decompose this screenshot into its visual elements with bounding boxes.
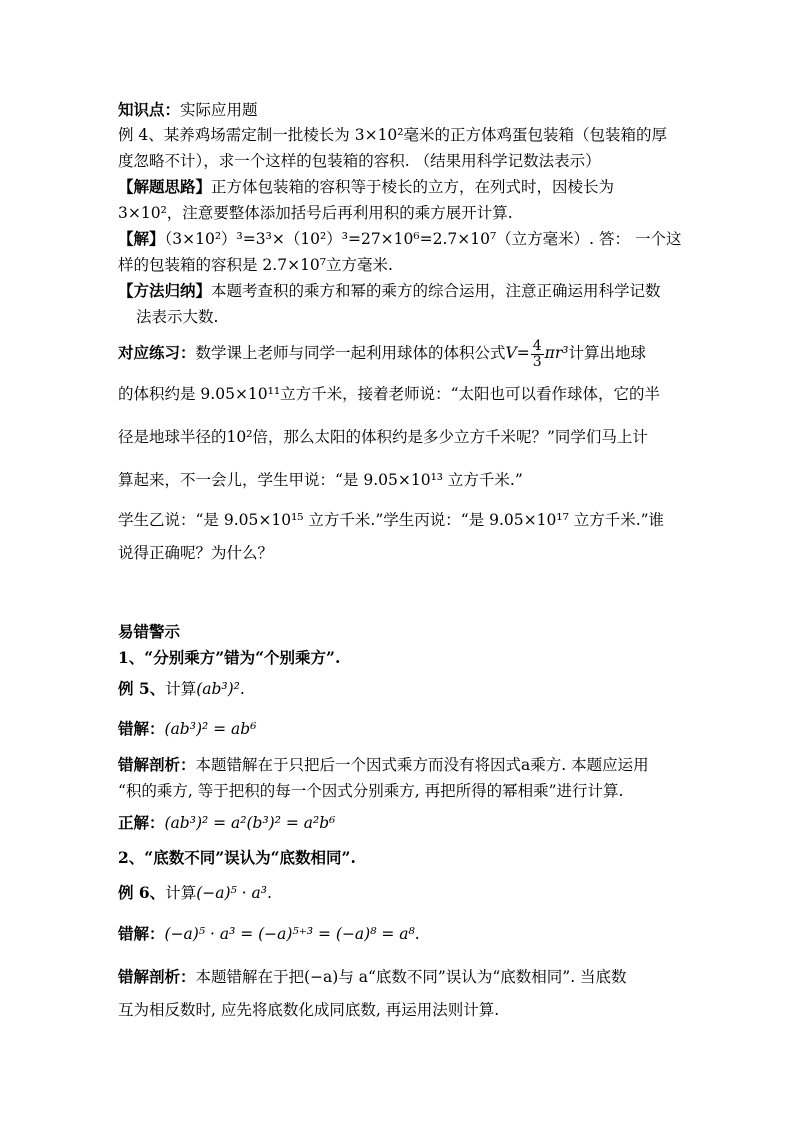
method-text: 本题考查积的乘方和幂的乘方的综合运用，注意正确运用科学记数 xyxy=(211,282,661,300)
idea-text: 正方体包装箱的容积等于棱长的立方，在列式时，因棱长为 xyxy=(211,178,615,196)
example6-line: 例 6、计算(−a)⁵ · a³. xyxy=(118,883,272,902)
analysis6-line1 xyxy=(118,967,627,987)
analysis5-line2: “积的乘方, 等于把积的每一个因式分别乘方, 再把所得的幂相乘”进行计算. xyxy=(118,782,624,800)
practice-text-b: 计算出地球 xyxy=(568,344,646,362)
wrong5-label: 错解： xyxy=(118,719,165,738)
example4-line1: 例 4、某养鸡场需定制一批棱长为 3×10²毫米的正方体鸡蛋包装箱（包装箱的厚 xyxy=(118,126,668,144)
correct5-line xyxy=(118,813,335,833)
practice-line5: 学生乙说：“是 9.05×10¹⁵ 立方千米.”学生丙说：“是 9.05×10¹⁷ 立方千米.”谁 xyxy=(118,511,665,529)
solution-label: 【解】 xyxy=(118,229,165,248)
wrong6-expression: (−a)⁵ · a³ = (−a)⁵⁺³ = (−a)⁸ = a⁸ xyxy=(164,925,415,943)
solution-line1 xyxy=(118,229,681,249)
method-label: 【方法归纳】 xyxy=(118,281,212,300)
solution-text: （3×10²）³=3³×（10²）³=27×10⁶=2.7×10⁷（立方毫米）. 答： 一个这 xyxy=(164,230,682,248)
practice-line4: 算起来，不一会儿，学生甲说：“是 9.05×10¹³ 立方千米.” xyxy=(118,471,523,489)
idea-line1 xyxy=(118,177,614,197)
analysis6-line2: 互为相反数时, 应先将底数化成同底数, 再运用法则计算. xyxy=(118,1001,500,1019)
formula-eq: = xyxy=(516,344,530,362)
example5-text: 计算 xyxy=(165,680,197,698)
example5-line: 例 5、计算(ab³)². xyxy=(118,679,245,698)
knowledge-point-line xyxy=(118,100,258,120)
example4-line2: 度忽略不计），求一个这样的包装箱的容积. （结果用科学记数法表示） xyxy=(118,152,601,170)
method-line2: 法表示大数. xyxy=(136,308,219,326)
error-heading-2: 2、“底数不同”误认为“底数相同”. xyxy=(118,848,356,867)
wrong5-line xyxy=(118,719,256,739)
method-line1 xyxy=(118,281,661,301)
analysis6-label: 错解剖析： xyxy=(118,967,196,986)
error-heading-1: 1、“分别乘方”错为“个别乘方”. xyxy=(118,648,341,667)
formula-denominator: 3 xyxy=(532,353,542,370)
formula-numerator: 4 xyxy=(532,337,542,354)
wrong6-line: 错解：(−a)⁵ · a³ = (−a)⁵⁺³ = (−a)⁸ = a⁸. xyxy=(118,924,420,943)
wrong5-expression: (ab³)² = ab⁶ xyxy=(164,720,257,738)
knowledge-text: 实际应用题 xyxy=(180,101,258,119)
example6-expression: (−a)⁵ · a³ xyxy=(196,884,267,902)
practice-line2: 的体积约是 9.05×10¹¹立方千米，接着老师说：“太阳也可以看作球体，它的半 xyxy=(118,385,661,403)
practice-line1 xyxy=(118,338,646,370)
analysis5-line1 xyxy=(118,755,649,775)
formula-fraction xyxy=(531,339,544,370)
solution-line2: 样的包装箱的容积是 2.7×10⁷立方毫米. xyxy=(118,256,393,274)
formula-rest: πr³ xyxy=(544,344,569,362)
practice-label: 对应练习： xyxy=(118,343,196,362)
analysis5-label: 错解剖析： xyxy=(118,755,196,774)
idea-label: 【解题思路】 xyxy=(118,177,212,196)
knowledge-label: 知识点： xyxy=(118,100,181,119)
analysis5-text: 本题错解在于只把后一个因式乘方而没有将因式a乘方. 本题应运用 xyxy=(195,756,649,774)
practice-line6: 说得正确呢？为什么？ xyxy=(118,544,274,562)
correct5-expression: (ab³)² = a²(b³)² = a²b⁶ xyxy=(164,814,336,832)
example5-label: 例 5、 xyxy=(118,679,166,698)
example6-label: 例 6、 xyxy=(118,883,166,902)
example6-text: 计算 xyxy=(165,884,197,902)
section-title-errors: 易错警示 xyxy=(118,622,181,641)
analysis6-text: 本题错解在于把(−a)与 a“底数不同”误认为“底数相同”. 当底数 xyxy=(195,968,627,986)
idea-line2: 3×10²，注意要整体添加括号后再利用积的乘方展开计算. xyxy=(118,204,513,222)
practice-text-a: 数学课上老师与同学一起利用球体的体积公式 xyxy=(195,344,506,362)
wrong6-label: 错解： xyxy=(118,924,165,943)
practice-line3: 径是地球半径的10²倍，那么太阳的体积约是多少立方千米呢？”同学们马上计 xyxy=(118,428,648,446)
example5-expression: (ab³)² xyxy=(196,680,240,698)
correct5-label: 正解： xyxy=(118,813,165,832)
formula-v: V xyxy=(505,344,517,362)
